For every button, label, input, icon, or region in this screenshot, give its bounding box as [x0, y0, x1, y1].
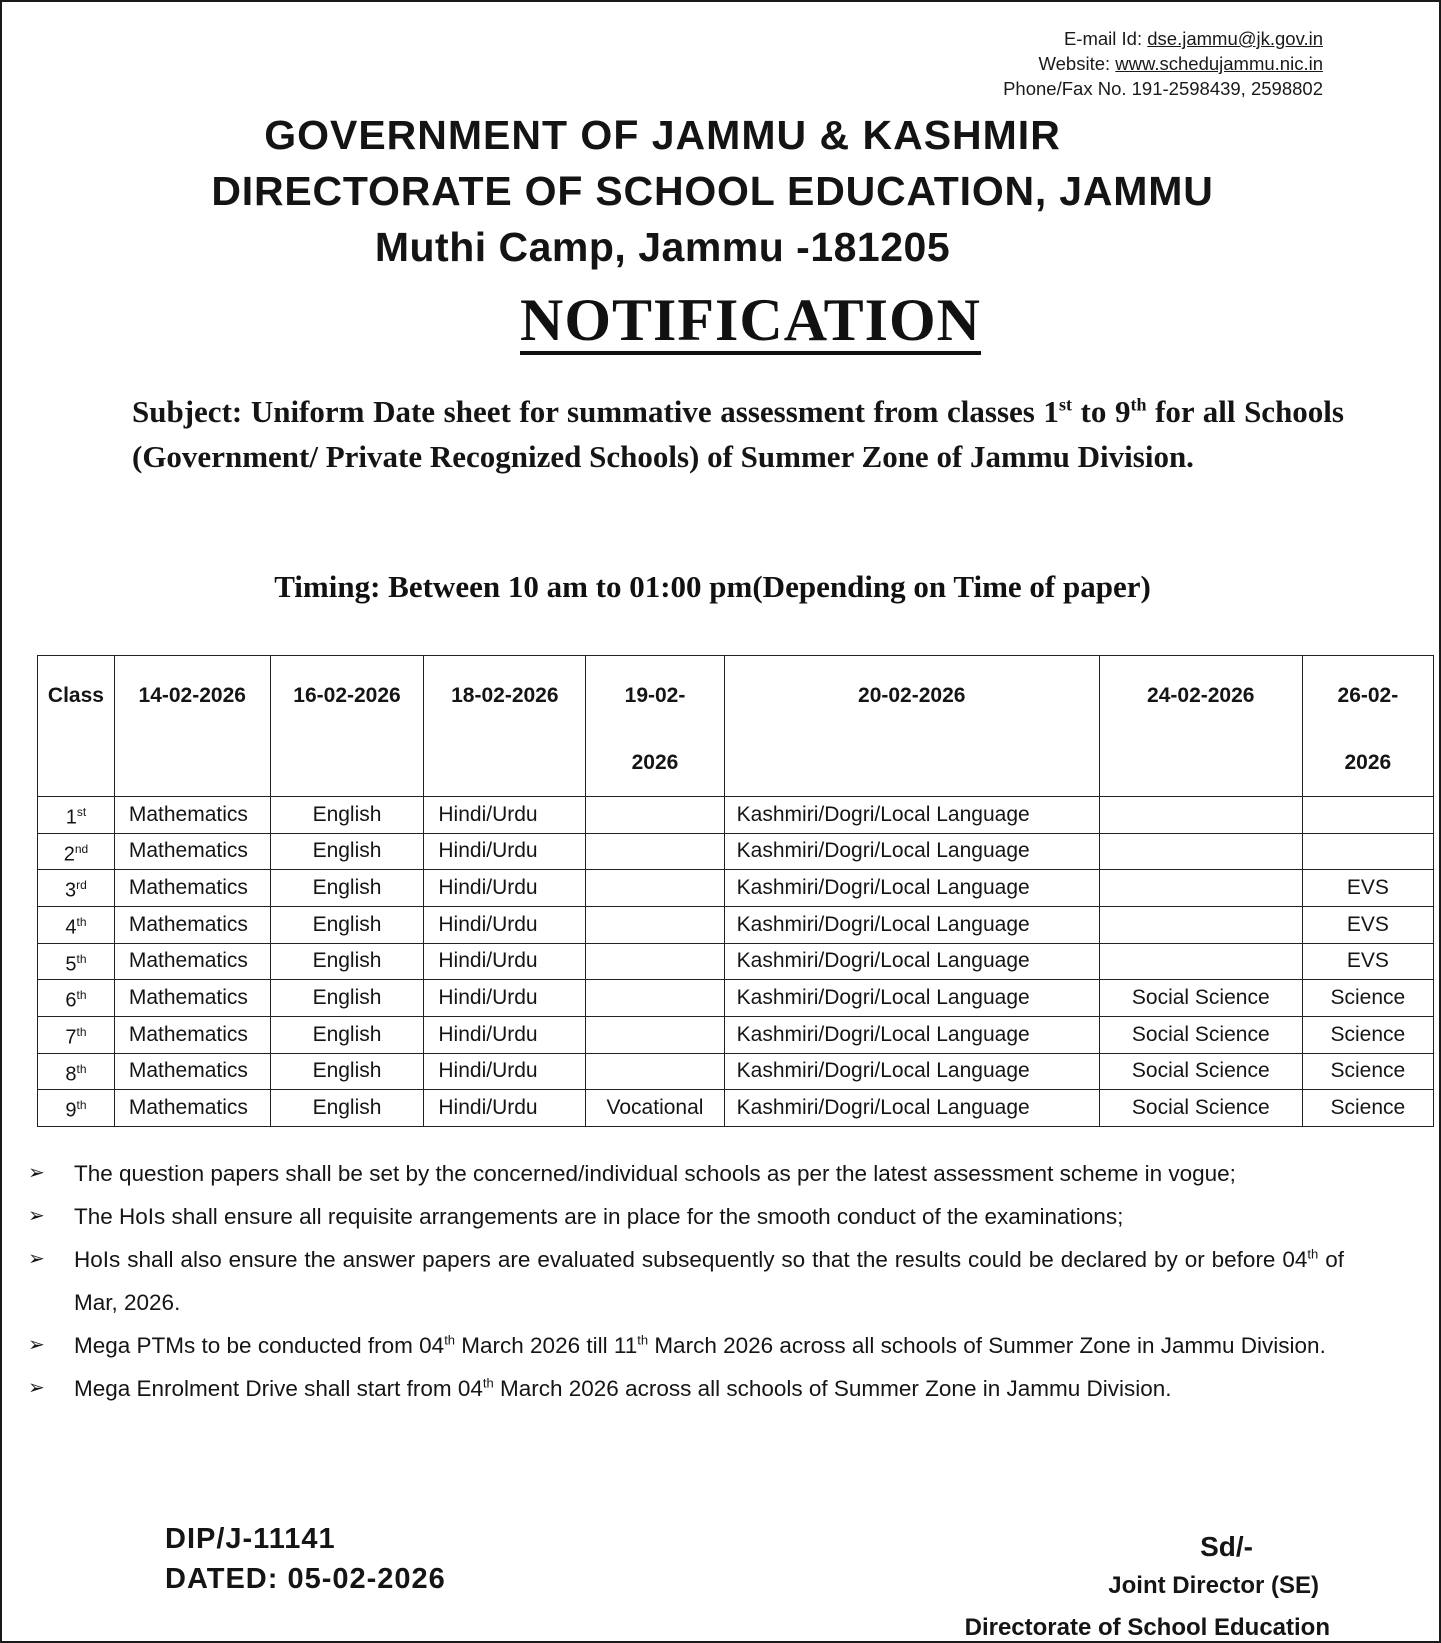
header-directorate: DIRECTORATE OF SCHOOL EDUCATION, JAMMU: [211, 168, 1214, 214]
bullet-sup: th: [637, 1332, 649, 1348]
subject-cell: [586, 797, 724, 834]
subject-cell: Social Science: [1099, 980, 1302, 1017]
header-date-7-line1: 26-02-: [1337, 684, 1399, 707]
bullet-text: March 2026 across all schools of Summer Zone in Jammu Division.: [493, 1376, 1172, 1401]
subject-cell: [586, 1053, 724, 1090]
arrowhead-bullet-icon: ➢: [28, 1377, 45, 1399]
header-date-7: [1302, 656, 1433, 797]
website-line: [903, 51, 1323, 76]
table-row: [38, 1090, 1434, 1127]
subject-text-2: to 9: [1071, 394, 1131, 429]
class-number: 3: [65, 879, 77, 902]
table-header-row: [38, 656, 1434, 797]
header-date-6: 24-02-2026: [1099, 656, 1302, 797]
class-number: 8: [65, 1063, 77, 1086]
subject-cell: Hindi/Urdu: [424, 980, 586, 1017]
subject-cell: EVS: [1302, 906, 1433, 943]
subject-cell: Mathematics: [114, 1090, 270, 1127]
list-item: [24, 1367, 1344, 1410]
list-item: [24, 1152, 1344, 1195]
class-suffix: th: [76, 951, 87, 966]
arrowhead-bullet-icon: ➢: [28, 1162, 45, 1184]
header-date-4-line2: 2026: [631, 751, 679, 774]
header-date-7-line2: 2026: [1344, 751, 1392, 774]
subject-cell: Mathematics: [114, 1016, 270, 1053]
list-item: [24, 1324, 1344, 1367]
subject-cell: Kashmiri/Dogri/Local Language: [724, 1016, 1099, 1053]
bullet-text: The HoIs shall ensure all requisite arrangements are in place for the smooth conduct of the examinations;: [74, 1204, 1124, 1229]
class-suffix: nd: [74, 841, 89, 856]
subject-cell: Kashmiri/Dogri/Local Language: [724, 906, 1099, 943]
header-class: Class: [38, 656, 115, 797]
email-link[interactable]: dse.jammu@jk.gov.in: [1147, 28, 1323, 49]
class-number: 1: [65, 806, 77, 829]
subject-cell: Hindi/Urdu: [424, 1016, 586, 1053]
table-row: [38, 906, 1434, 943]
subject-cell: English: [270, 1016, 424, 1053]
subject-cell: Social Science: [1099, 1090, 1302, 1127]
subject-cell: Social Science: [1099, 1053, 1302, 1090]
class-suffix: th: [76, 1024, 87, 1039]
timing-line: Timing: Between 10 am to 01:00 pm(Depending on Time of paper): [274, 569, 1151, 604]
header-date-4: [586, 656, 724, 797]
subject-cell: Mathematics: [114, 833, 270, 870]
subject-cell: EVS: [1302, 943, 1433, 980]
reference-number: DIP/J-11141: [165, 1523, 336, 1555]
bullet-text: Mega PTMs to be conducted from 04: [74, 1333, 445, 1358]
table-row: [38, 980, 1434, 1017]
issue-date: DATED: 05-02-2026: [165, 1563, 446, 1595]
class-cell: [38, 1053, 115, 1090]
table-row: [38, 1053, 1434, 1090]
subject-cell: English: [270, 870, 424, 907]
subject-cell: Hindi/Urdu: [424, 906, 586, 943]
subject-cell: [586, 870, 724, 907]
subject-cell: Science: [1302, 1053, 1433, 1090]
subject-cell: [1099, 833, 1302, 870]
table-row: [38, 1016, 1434, 1053]
subject-cell: Mathematics: [114, 797, 270, 834]
subject-cell: English: [270, 1053, 424, 1090]
subject-cell: Kashmiri/Dogri/Local Language: [724, 1090, 1099, 1127]
class-cell: [38, 1016, 115, 1053]
subject-text-1: Subject: Uniform Date sheet for summative assessment from classes 1: [132, 394, 1059, 429]
class-suffix: rd: [76, 878, 87, 893]
notification-title: NOTIFICATION: [520, 287, 981, 353]
subject-cell: [586, 906, 724, 943]
subject-cell: Mathematics: [114, 870, 270, 907]
email-label: E-mail Id:: [1063, 28, 1143, 49]
header-date-3: 18-02-2026: [424, 656, 586, 797]
class-number: 7: [65, 1026, 77, 1049]
class-cell: [38, 980, 115, 1017]
bullet-text: of Mar, 2026.: [74, 1247, 1344, 1315]
subject-cell: [586, 1016, 724, 1053]
subject-cell: Science: [1302, 1016, 1433, 1053]
subject-cell: [586, 943, 724, 980]
bullet-text: March 2026 till 11: [455, 1333, 638, 1358]
header-date-4-line1: 19-02-: [624, 684, 686, 707]
bullet-text: March 2026 across all schools of Summer Zone in Jammu Division.: [648, 1333, 1326, 1358]
subject-cell: Science: [1302, 1090, 1433, 1127]
subject-cell: Hindi/Urdu: [424, 833, 586, 870]
subject-cell: Mathematics: [114, 1053, 270, 1090]
subject-cell: Mathematics: [114, 906, 270, 943]
class-suffix: th: [76, 988, 87, 1003]
table-row: [38, 943, 1434, 980]
subject-cell: Kashmiri/Dogri/Local Language: [724, 943, 1099, 980]
class-number: 2: [63, 843, 75, 866]
subject-cell: Kashmiri/Dogri/Local Language: [724, 833, 1099, 870]
subject-sup-2: th: [1130, 394, 1147, 415]
subject-cell: Kashmiri/Dogri/Local Language: [724, 870, 1099, 907]
class-cell: [38, 797, 115, 834]
subject-cell: Kashmiri/Dogri/Local Language: [724, 980, 1099, 1017]
subject-cell: Hindi/Urdu: [424, 797, 586, 834]
subject-cell: Hindi/Urdu: [424, 870, 586, 907]
subject-cell: EVS: [1302, 870, 1433, 907]
class-number: 4: [65, 916, 77, 939]
subject-cell: Mathematics: [114, 943, 270, 980]
bullet-text: HoIs shall also ensure the answer papers are evaluated subsequently so that the results could be declared by or before 04: [74, 1247, 1308, 1272]
subject-cell: Kashmiri/Dogri/Local Language: [724, 797, 1099, 834]
subject-cell: Science: [1302, 980, 1433, 1017]
subject-cell: Mathematics: [114, 980, 270, 1017]
subject-cell: [1099, 943, 1302, 980]
subject-cell: [586, 833, 724, 870]
subject-cell: English: [270, 906, 424, 943]
class-suffix: th: [76, 1098, 87, 1113]
class-cell: [38, 870, 115, 907]
signature-mark: Sd/-: [1200, 1531, 1253, 1562]
arrowhead-bullet-icon: ➢: [28, 1205, 45, 1227]
list-item: [24, 1238, 1344, 1324]
arrowhead-bullet-icon: ➢: [28, 1248, 45, 1270]
phone-line: Phone/Fax No. 191-2598439, 2598802: [1003, 78, 1323, 99]
bullet-text: Mega Enrolment Drive shall start from 04: [74, 1376, 483, 1401]
signatory-designation: Joint Director (SE): [1108, 1572, 1319, 1599]
subject-cell: English: [270, 980, 424, 1017]
class-number: 5: [65, 953, 77, 976]
subject-sup-1: st: [1058, 394, 1072, 415]
subject-cell: [586, 980, 724, 1017]
table-row: [38, 833, 1434, 870]
arrowhead-bullet-icon: ➢: [28, 1334, 45, 1356]
class-number: 9: [65, 1099, 77, 1122]
subject-cell: English: [270, 943, 424, 980]
subject-cell: [1099, 870, 1302, 907]
class-cell: [38, 906, 115, 943]
header-address: Muthi Camp, Jammu -181205: [374, 224, 951, 270]
header-date-5: 20-02-2026: [724, 656, 1099, 797]
subject-cell: Social Science: [1099, 1016, 1302, 1053]
subject-cell: [1302, 833, 1433, 870]
subject-cell: [1099, 797, 1302, 834]
class-suffix: th: [76, 1061, 87, 1076]
subject-cell: [1099, 906, 1302, 943]
header-date-2: 16-02-2026: [270, 656, 424, 797]
subject-cell: Hindi/Urdu: [424, 943, 586, 980]
header-government: GOVERNMENT OF JAMMU & KASHMIR: [264, 112, 1061, 158]
bullet-sup: th: [1307, 1246, 1319, 1262]
instructions-list: [24, 1152, 1344, 1410]
table-row: [38, 797, 1434, 834]
subject-cell: Vocational: [586, 1090, 724, 1127]
bullet-sup: th: [444, 1332, 456, 1348]
class-suffix: st: [76, 805, 87, 819]
class-cell: [38, 833, 115, 870]
bullet-text: The question papers shall be set by the concerned/individual schools as per the latest assessment scheme in vogue;: [74, 1161, 1236, 1186]
table-row: [38, 870, 1434, 907]
class-cell: [38, 943, 115, 980]
class-cell: [38, 1090, 115, 1127]
website-link[interactable]: www.schedujammu.nic.in: [1115, 53, 1323, 74]
subject-paragraph: [132, 389, 1344, 479]
subject-cell: English: [270, 833, 424, 870]
subject-text-3: for all Schools (Government/ Private Recognized Schools) of Summer Zone of Jammu Division.: [132, 394, 1344, 474]
subject-cell: English: [270, 797, 424, 834]
subject-cell: [1302, 797, 1433, 834]
date-sheet-table: [37, 655, 1434, 1127]
class-suffix: th: [76, 914, 87, 929]
contact-block: [903, 26, 1323, 101]
subject-cell: English: [270, 1090, 424, 1127]
class-number: 6: [65, 989, 77, 1012]
signatory-office: Directorate of School Education: [964, 1614, 1330, 1641]
header-date-1: 14-02-2026: [114, 656, 270, 797]
bullet-sup: th: [482, 1375, 494, 1391]
subject-cell: Hindi/Urdu: [424, 1090, 586, 1127]
email-line: [903, 26, 1323, 51]
website-label: Website:: [1038, 53, 1111, 74]
list-item: [24, 1195, 1344, 1238]
subject-cell: Hindi/Urdu: [424, 1053, 586, 1090]
subject-cell: Kashmiri/Dogri/Local Language: [724, 1053, 1099, 1090]
